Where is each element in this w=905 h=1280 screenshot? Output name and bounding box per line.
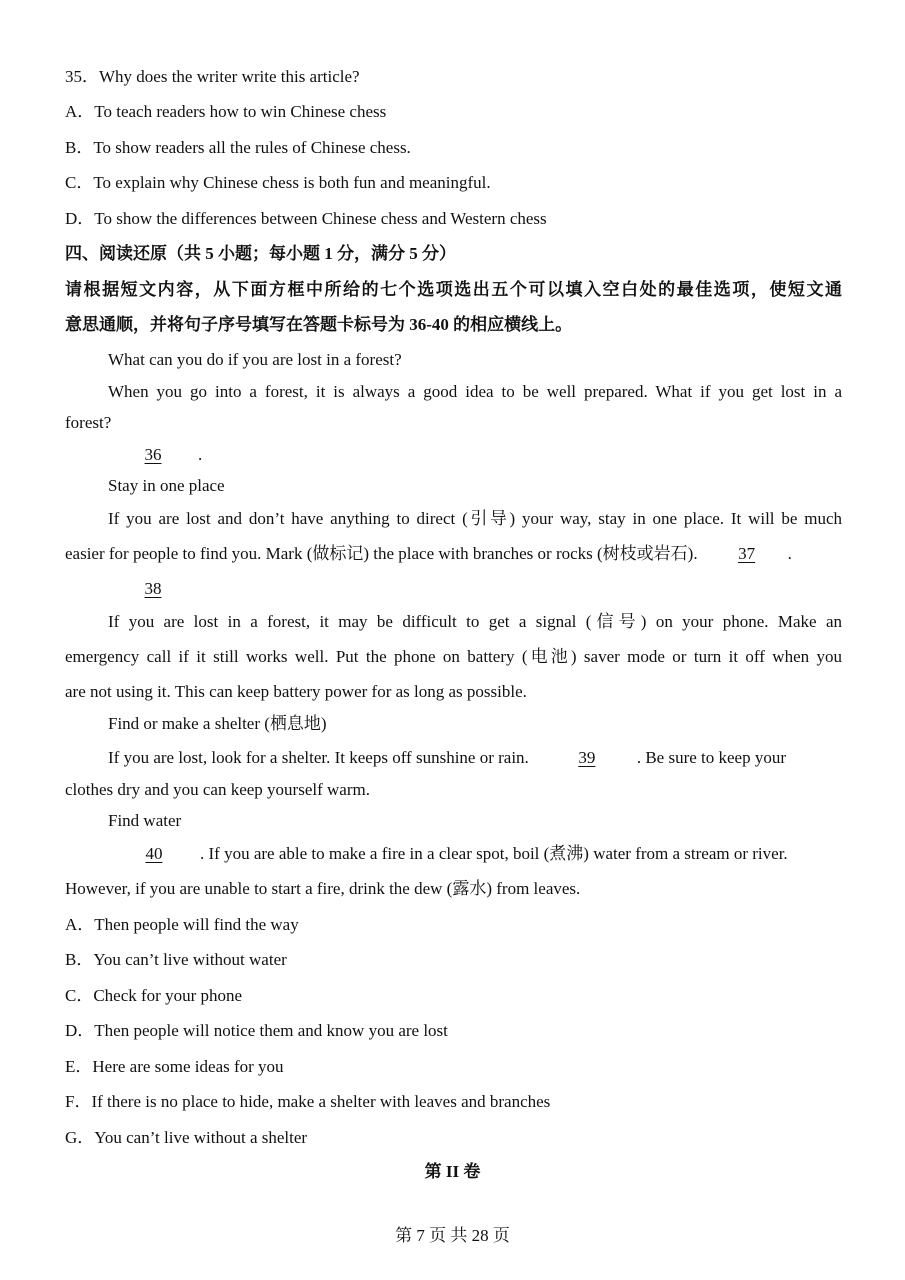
paragraph-2-text: easier for people to find you. Mark (做标记) the place with branches or rocks (树枝或岩石). [65,544,698,563]
blank-37-period: . [787,544,792,563]
subheading-stay: Stay in one place [108,476,225,495]
subheading-water: Find water [108,811,182,830]
section-instruction-line2: 意思通顺，并将句子序号填写在答题卡标号为 36-40 的相应横线上。 [65,315,573,334]
paragraph-3-line1: If you are lost in a forest, it may be difficult to get a signal (信号) on your phone. Make an [108,612,842,631]
section-instruction-line1: 请根据短文内容，从下面方框中所给的七个选项选出五个可以填入空白处的最佳选项，使短文通 [65,280,842,299]
blank-36-line [108,443,842,467]
choice-f: F．If there is no place to hide, make a shelter with leaves and branches [65,1092,551,1111]
paragraph-1-line2: forest? [65,413,112,432]
choice-d: D．Then people will notice them and know you are lost [65,1021,448,1040]
blank-38-line [108,577,842,601]
option-d: D．To show the differences between Chinese chess and Western chess [65,209,547,228]
blank-37[interactable]: 37 [738,544,756,563]
paragraph-2-line2 [65,542,842,566]
option-a: A．To teach readers how to win Chinese chess [65,102,387,121]
choice-b: B．You can’t live without water [65,950,287,969]
section-heading: 四、阅读还原（共 5 小题；每小题 1 分，满分 5 分） [65,244,456,263]
choice-c: C．Check for your phone [65,986,243,1005]
paragraph-4-text: If you are lost, look for a shelter. It keeps off sunshine or rain. [108,748,529,767]
blank-39[interactable]: 39 [578,748,596,767]
volume-heading: 第 II 卷 [424,1162,481,1181]
paragraph-5-line2: However, if you are unable to start a fire, drink the dew (露水) from leaves. [65,879,581,898]
blank-38[interactable]: 38 [144,579,162,598]
choice-a: A．Then people will find the way [65,915,299,934]
page-footer: 第 7 页 共 28 页 [395,1226,510,1245]
blank-36[interactable]: 36 [144,445,162,464]
choice-e: E．Here are some ideas for you [65,1057,284,1076]
paragraph-4-line1 [108,746,842,770]
blank-40[interactable]: 40 [145,844,163,863]
paragraph-1-line1: When you go into a forest, it is always a good idea to be well prepared. What if you get lost in a [108,382,842,401]
paragraph-4-continuation: . Be sure to keep your [636,748,786,767]
subheading-shelter: Find or make a shelter (栖息地) [108,714,327,733]
paragraph-3-line3: are not using it. This can keep battery power for as long as possible. [65,682,527,701]
question-35: 35．Why does the writer write this article? [65,67,360,86]
blank-36-period: . [198,445,203,464]
choice-g: G．You can’t live without a shelter [65,1128,308,1147]
paragraph-5-line1 [108,842,842,866]
paragraph-4-line2: clothes dry and you can keep yourself warm. [65,780,370,799]
paragraph-2-line1: If you are lost and don’t have anything to direct (引导) your way, stay in one place. It will be much [108,509,842,528]
passage-title: What can you do if you are lost in a forest? [108,350,402,369]
option-b: B．To show readers all the rules of Chinese chess. [65,138,411,157]
option-c: C．To explain why Chinese chess is both fun and meaningful. [65,173,491,192]
paragraph-5-text: . If you are able to make a fire in a clear spot, boil (煮沸) water from a stream or river. [200,844,788,863]
paragraph-3-line2: emergency call if it still works well. Put the phone on battery (电池) saver mode or turn it off when you [65,647,842,666]
